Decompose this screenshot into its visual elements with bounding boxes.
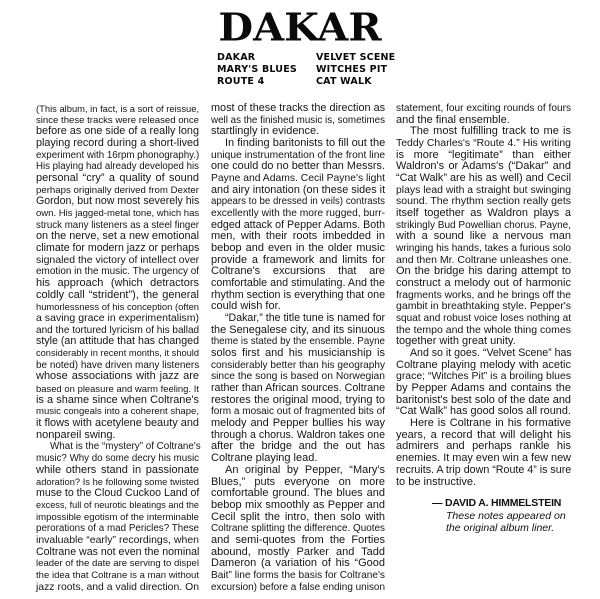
text-line: impossible egotism of the interminable bbox=[36, 511, 199, 523]
text-line: Cecil split the intro, then solo with bbox=[211, 510, 385, 523]
text-line: music? Why do some decry his music bbox=[36, 453, 199, 465]
text-line: on the nerve, set a new emotional bbox=[36, 230, 199, 243]
text-line: Waldron's or Adams's (“Dakar” and bbox=[396, 160, 571, 173]
text-line: (This album, in fact, is a sort of reissue, bbox=[36, 103, 200, 114]
text-line: Coltrane playing melody with acetic bbox=[396, 358, 571, 371]
text-line: jazz roots, and a valid direction. On bbox=[36, 581, 199, 593]
text-line: His playing had already developed his bbox=[36, 161, 199, 173]
text-line: bebop and even in the older music bbox=[211, 242, 385, 255]
track-list-right bbox=[316, 52, 496, 88]
text-line: sound. The rhythm section really gets bbox=[396, 195, 571, 208]
text-line: rhythm section is everything that one bbox=[211, 288, 386, 301]
text-line: The most fulfilling track to me is bbox=[410, 125, 571, 138]
text-line: through a chorus. Waldron takes one bbox=[211, 428, 385, 441]
text-line: and airy intonation (on these sides it bbox=[211, 183, 386, 196]
text-line: climate for modern jazz or perhaps bbox=[36, 242, 200, 255]
text-line: nonpareil swing. bbox=[36, 428, 116, 441]
text-line: considerably better than his geography bbox=[211, 359, 385, 371]
text-line: music congeals into a coherent shape, bbox=[36, 406, 199, 418]
track-title: CAT WALK bbox=[316, 76, 372, 87]
text-line: edged attack of Pepper Adams. Both bbox=[211, 218, 386, 231]
text-line: startlingly in evidence. bbox=[211, 125, 320, 138]
text-line: solos first and his musicianship is bbox=[211, 347, 385, 360]
text-line: own. His jagged-metal tone, which has bbox=[36, 208, 200, 220]
text-line: unique instrumentation of the front line bbox=[211, 149, 386, 161]
text-line: and the final ensemble. bbox=[396, 113, 510, 126]
text-line: wringing his hands, takes a furious solo bbox=[396, 243, 571, 255]
text-line: construct a melody out of harmonic bbox=[396, 277, 571, 290]
text-line: personal “cry” a quality of sound bbox=[36, 172, 199, 185]
source-note-line: the original album liner. bbox=[446, 522, 555, 534]
text-line: admirers and perhaps rankle his bbox=[396, 440, 571, 453]
text-line: before as one side of a really long bbox=[36, 125, 199, 138]
text-line: squat and robust voice loses nothing at bbox=[396, 313, 571, 325]
text-line: grace; “Witches Pit” is a broiling blues bbox=[396, 371, 571, 383]
text-line: and semi-quotes from the Forties bbox=[211, 533, 385, 546]
text-line: invaluable “early” recordings, when bbox=[36, 534, 199, 546]
text-line: since the song is based on Norwegian bbox=[211, 371, 385, 383]
text-line: experiment with 16rpm phonography.) bbox=[36, 149, 200, 161]
track-title: DAKAR bbox=[217, 52, 256, 63]
text-line: with a sound like a nervous man bbox=[396, 230, 571, 243]
author-signature: — DAVID A. HIMMELSTEIN bbox=[432, 497, 562, 509]
text-line: while others stand in passionate bbox=[36, 463, 199, 476]
text-line: is more “legitimate” than either bbox=[396, 148, 571, 161]
text-line: melody and Pepper bullies his way bbox=[211, 417, 385, 430]
source-note-line: These notes appeared on bbox=[446, 510, 566, 522]
text-line: based on pleasure and warm feeling. It bbox=[36, 383, 199, 395]
text-line: the tempo and the whole thing comes bbox=[396, 323, 571, 336]
text-line: In finding baritonists to fill out the bbox=[225, 137, 386, 150]
text-line: strikingly Bud Powellian chorus. Payne, bbox=[396, 219, 571, 231]
text-line: comfortable ground. The blues and bbox=[211, 487, 385, 500]
text-line: be noted) have driven many listeners bbox=[36, 359, 200, 371]
text-line: men, with their roots imbedded in bbox=[211, 230, 385, 243]
text-line: gambit in breathtaking style. Pepper's bbox=[396, 300, 572, 313]
text-line: the idea that Coltrane is a man without bbox=[36, 569, 199, 581]
text-line: style (an attitude that has changed bbox=[36, 335, 199, 348]
track-title: WITCHES PIT bbox=[316, 64, 388, 75]
text-line: it flows with acetylene beauty and bbox=[36, 417, 199, 430]
text-line: adoration? Is he following some twisted bbox=[36, 476, 199, 487]
liner-notes-column-middle bbox=[211, 103, 385, 593]
text-line: and then Mr. Coltrane unleashes one. bbox=[396, 253, 572, 266]
text-line: well as the finished music is, sometimes bbox=[211, 114, 385, 126]
text-line: enemies. It may even win a few new bbox=[396, 452, 571, 465]
text-line: “Cat Walk” are his as well) and Cecil bbox=[396, 172, 571, 185]
text-line: Blues,” puts everyone on more bbox=[211, 475, 385, 488]
text-line: bebop mix smoothly as Pepper and bbox=[211, 498, 385, 511]
text-line: form a mosaic out of fragmented bits of bbox=[211, 406, 385, 418]
text-line: struck many listeners as a steel finger bbox=[36, 219, 199, 231]
text-line: Coltrane playing lead. bbox=[211, 452, 318, 465]
text-line: is a shame since when Coltrane's bbox=[36, 393, 199, 406]
text-line: perorations of a mad Pericles? These bbox=[36, 523, 199, 535]
text-line: baritonist's best solo of the date and bbox=[396, 393, 571, 406]
text-line: Gordon, but now most severely his bbox=[36, 195, 200, 208]
text-line: Payne and Adams. Cecil Payne's light bbox=[211, 173, 385, 185]
liner-notes-column-left bbox=[36, 103, 199, 593]
track-title: VELVET SCENE bbox=[316, 52, 396, 63]
text-line: An original by Pepper, “Mary's bbox=[225, 463, 385, 476]
text-line: years, a record that will delight his bbox=[396, 428, 571, 441]
album-title: DAKAR bbox=[218, 5, 382, 50]
text-line: “Dakar,” the title tune is named for bbox=[225, 312, 386, 325]
text-line: plays lead with a straight but swinging bbox=[396, 184, 571, 196]
text-line: perhaps originally derived from Dexter bbox=[36, 184, 199, 196]
text-line: Coltrane was not even the nominal bbox=[36, 545, 200, 558]
text-line: What is the “mystery” of Coltrane's bbox=[50, 441, 201, 453]
liner-notes-column-right bbox=[396, 103, 571, 488]
text-line: the Senegalese city, and its sinuous bbox=[211, 323, 385, 336]
text-line: rather than African sources. Coltrane bbox=[211, 382, 386, 395]
text-line: appears to be dressed in veils) contrasts bbox=[211, 196, 385, 208]
text-line: since these tracks were released once bbox=[36, 114, 199, 126]
text-line: playing record during a short-lived bbox=[36, 137, 199, 150]
text-line: fragments works, and he brings off the bbox=[396, 289, 571, 301]
track-title: MARY'S BLUES bbox=[217, 64, 297, 75]
text-line: itself together as Waldron plays a bbox=[396, 207, 571, 220]
text-line: Coltrane's excursions that are bbox=[211, 265, 385, 278]
text-line: a saving grace in experimentalism) bbox=[36, 312, 199, 325]
text-line: his approach (which detractors bbox=[36, 277, 199, 290]
text-line: And so it goes. “Velvet Scene” has bbox=[410, 347, 572, 360]
text-line: abound, mostly Parker and Tadd bbox=[211, 545, 385, 558]
text-line: comfortable and stimulating. And the bbox=[211, 277, 385, 290]
text-line: excellently with the more rugged, burr- bbox=[211, 208, 386, 220]
text-line: whose associations with jazz are bbox=[36, 370, 199, 383]
text-line: after the bridge and the out has bbox=[211, 440, 385, 453]
text-line: Dameron (a variation of his “Good bbox=[211, 557, 385, 570]
text-line: signaled the victory of intellect over bbox=[36, 254, 200, 266]
text-line: could wish for. bbox=[211, 300, 281, 313]
text-line: together with great unity. bbox=[396, 335, 516, 348]
text-line: statement, four exciting rounds of fours bbox=[396, 103, 572, 114]
text-line: excursion) before a false ending unison bbox=[211, 581, 386, 593]
text-line: recruits. A trip down “Route 4” is sure bbox=[396, 463, 572, 476]
text-line: considerably in recent months, it should bbox=[36, 348, 200, 359]
text-line: Bait” line forms the basis for Coltrane's bbox=[211, 569, 385, 581]
track-title: ROUTE 4 bbox=[217, 76, 265, 87]
text-line: Here is Coltrane in his formative bbox=[410, 417, 571, 430]
text-line: most of these tracks the direction as bbox=[211, 102, 386, 114]
text-line: excess, full of neurotic bleatings and the bbox=[36, 499, 199, 510]
text-line: by Pepper Adams and contains the bbox=[396, 382, 571, 395]
text-line: provide a framework and limits for bbox=[211, 253, 385, 266]
text-line: Teddy Charles's “Route 4.” His writing bbox=[396, 138, 571, 150]
text-line: Coltrane splitting the difference. Quotes bbox=[211, 523, 385, 535]
text-line: one could do no better than Messrs. bbox=[211, 160, 385, 173]
text-line: humorlessness of his conception (often bbox=[36, 301, 199, 313]
text-line: and the tortured lyricism of his ballad bbox=[36, 324, 200, 336]
text-line: muse to the Cloud Cuckoo Land of bbox=[36, 487, 200, 500]
text-line: On the bridge his daring attempt to bbox=[396, 265, 571, 278]
text-line: to be instructive. bbox=[396, 475, 477, 488]
text-line: leader of the date are serving to dispel bbox=[36, 558, 199, 570]
text-line: restores the original mood, trying to bbox=[211, 393, 385, 406]
text-line: theme is stated by the ensemble. Payne bbox=[211, 336, 385, 348]
text-line: emotion in the music. The urgency of bbox=[36, 266, 200, 278]
text-line: “Cat Walk” has good solos all round. bbox=[396, 405, 571, 418]
text-line: coldly call “strident”), the general bbox=[36, 288, 199, 301]
